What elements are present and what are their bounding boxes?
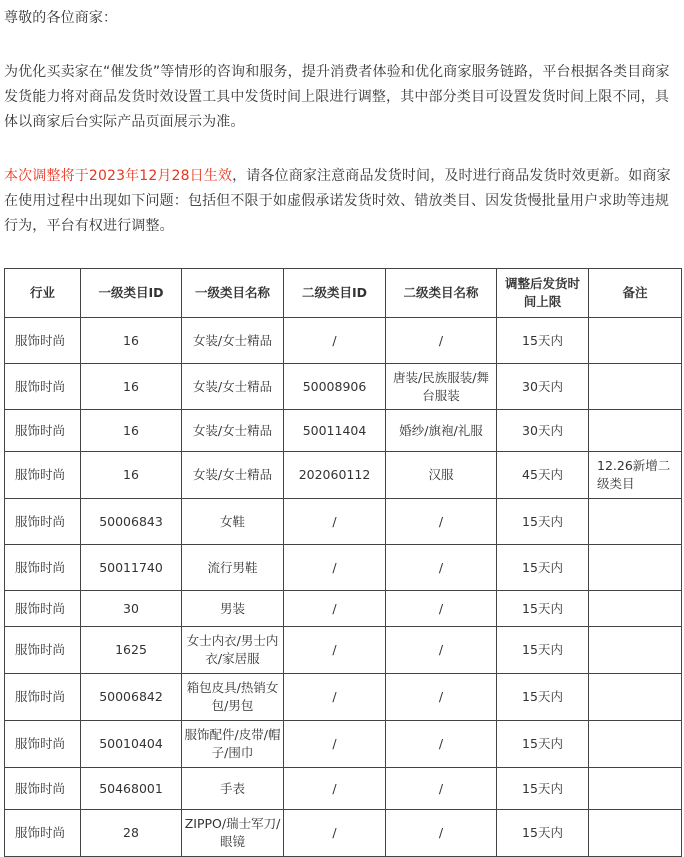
cell-limit: 15天内 — [497, 591, 589, 627]
cell-industry: 服饰时尚 — [5, 674, 81, 721]
header-industry: 行业 — [5, 269, 81, 318]
cell-l1-name: 女装/女士精品 — [182, 452, 284, 499]
table-header-row — [5, 269, 682, 318]
cell-industry: 服饰时尚 — [5, 545, 81, 591]
cell-l1-id: 50011740 — [81, 545, 182, 591]
table-row — [5, 452, 682, 499]
header-l2-name: 二级类目名称 — [386, 269, 497, 318]
cell-limit: 15天内 — [497, 810, 589, 857]
greeting-text: 尊敬的各位商家： — [4, 10, 118, 26]
cell-limit: 30天内 — [497, 364, 589, 410]
cell-limit: 15天内 — [497, 721, 589, 768]
cell-limit: 15天内 — [497, 768, 589, 810]
cell-l2-name: 婚纱/旗袍/礼服 — [386, 410, 497, 452]
cell-l1-name: 箱包皮具/热销女包/男包 — [182, 674, 284, 721]
cell-l2-id: / — [284, 591, 386, 627]
cell-note — [589, 364, 682, 410]
cell-l2-id: / — [284, 721, 386, 768]
cell-note — [589, 318, 682, 364]
intro-paragraph: 为优化买卖家在“催发货”等情形的咨询和服务，提升消费者体验和优化商家服务链路，平台根据各类目商家发货能力将对商品发货时效设置工具中发货时间上限进行调整，其中部分类目可设置发货时间上限不同，具体以商家后台实际产品页面展示为准。 — [4, 64, 670, 130]
cell-l1-id: 16 — [81, 452, 182, 499]
cell-industry: 服饰时尚 — [5, 318, 81, 364]
table-row — [5, 591, 682, 627]
cell-note — [589, 810, 682, 857]
cell-l2-name: / — [386, 674, 497, 721]
header-note: 备注 — [589, 269, 682, 318]
cell-l2-name: / — [386, 499, 497, 545]
table-row — [5, 674, 682, 721]
table-row — [5, 318, 682, 364]
cell-l2-name: / — [386, 627, 497, 674]
cell-l1-id: 16 — [81, 410, 182, 452]
cell-note: 12.26新增二级类目 — [589, 452, 682, 499]
table-row — [5, 545, 682, 591]
cell-l2-name: / — [386, 591, 497, 627]
cell-l1-id: 50468001 — [81, 768, 182, 810]
cell-industry: 服饰时尚 — [5, 721, 81, 768]
table-row — [5, 721, 682, 768]
cell-l2-id: / — [284, 810, 386, 857]
table-row — [5, 627, 682, 674]
cell-industry: 服饰时尚 — [5, 768, 81, 810]
cell-l2-name: / — [386, 318, 497, 364]
header-l1-name: 一级类目名称 — [182, 269, 284, 318]
cell-l2-id: / — [284, 768, 386, 810]
cell-l1-id: 30 — [81, 591, 182, 627]
cell-note — [589, 499, 682, 545]
cell-l2-id: / — [284, 627, 386, 674]
cell-l1-name: 女鞋 — [182, 499, 284, 545]
cell-l1-id: 50006842 — [81, 674, 182, 721]
notice-paragraph — [4, 164, 680, 239]
cell-note — [589, 410, 682, 452]
cell-industry: 服饰时尚 — [5, 591, 81, 627]
cell-note — [589, 545, 682, 591]
cell-l2-id: / — [284, 499, 386, 545]
cell-l2-name: / — [386, 721, 497, 768]
table-row — [5, 410, 682, 452]
cell-note — [589, 721, 682, 768]
cell-l1-name: 流行男鞋 — [182, 545, 284, 591]
cell-l1-id: 28 — [81, 810, 182, 857]
table-row — [5, 364, 682, 410]
cell-l2-id: / — [284, 674, 386, 721]
table-row — [5, 768, 682, 810]
cell-industry: 服饰时尚 — [5, 452, 81, 499]
cell-note — [589, 627, 682, 674]
cell-l2-id: 202060112 — [284, 452, 386, 499]
cell-industry: 服饰时尚 — [5, 410, 81, 452]
cell-l2-id: 50011404 — [284, 410, 386, 452]
cell-l1-id: 1625 — [81, 627, 182, 674]
cell-l1-name: 手表 — [182, 768, 284, 810]
cell-l1-name: 女装/女士精品 — [182, 318, 284, 364]
cell-industry: 服饰时尚 — [5, 810, 81, 857]
cell-note — [589, 768, 682, 810]
cell-limit: 15天内 — [497, 318, 589, 364]
header-limit: 调整后发货时间上限 — [497, 269, 589, 318]
cell-l1-name: 男装 — [182, 591, 284, 627]
cell-l1-name: 女装/女士精品 — [182, 410, 284, 452]
cell-limit: 30天内 — [497, 410, 589, 452]
cell-l1-name: ZIPPO/瑞士军刀/眼镜 — [182, 810, 284, 857]
cell-l2-name: / — [386, 768, 497, 810]
table-row — [5, 499, 682, 545]
header-l1-id: 一级类目ID — [81, 269, 182, 318]
cell-l1-name: 女士内衣/男士内衣/家居服 — [182, 627, 284, 674]
cell-l2-id: / — [284, 318, 386, 364]
cell-l2-name: / — [386, 810, 497, 857]
cell-l2-name: 汉服 — [386, 452, 497, 499]
cell-l2-id: 50008906 — [284, 364, 386, 410]
cell-limit: 15天内 — [497, 545, 589, 591]
cell-l1-id: 16 — [81, 364, 182, 410]
cell-l1-name: 女装/女士精品 — [182, 364, 284, 410]
cell-l1-id: 50006843 — [81, 499, 182, 545]
cell-limit: 15天内 — [497, 674, 589, 721]
cell-limit: 15天内 — [497, 499, 589, 545]
cell-l2-name: / — [386, 545, 497, 591]
cell-note — [589, 591, 682, 627]
cell-industry: 服饰时尚 — [5, 499, 81, 545]
cell-note — [589, 674, 682, 721]
cell-limit: 15天内 — [497, 627, 589, 674]
notice-body: ，请各位商家注意商品发货时间，及时进行商品发货时效更新。如商家在使用过程中出现如下问题：包括但不限于如虚假承诺发货时效、错放类目、因发货慢批量用户求助等违规行为，平台有权进行调整。 — [4, 168, 671, 234]
cell-l1-name: 服饰配件/皮带/帽子/围巾 — [182, 721, 284, 768]
cell-limit: 45天内 — [497, 452, 589, 499]
cell-l1-id: 50010404 — [81, 721, 182, 768]
header-l2-id: 二级类目ID — [284, 269, 386, 318]
cell-industry: 服饰时尚 — [5, 627, 81, 674]
cell-l1-id: 16 — [81, 318, 182, 364]
cell-l2-id: / — [284, 545, 386, 591]
shipping-limit-table — [4, 268, 682, 857]
table-row — [5, 810, 682, 857]
effective-date-highlight: 本次调整将于2023年12月28日生效 — [4, 168, 233, 184]
cell-industry: 服饰时尚 — [5, 364, 81, 410]
cell-l2-name: 唐装/民族服装/舞台服装 — [386, 364, 497, 410]
